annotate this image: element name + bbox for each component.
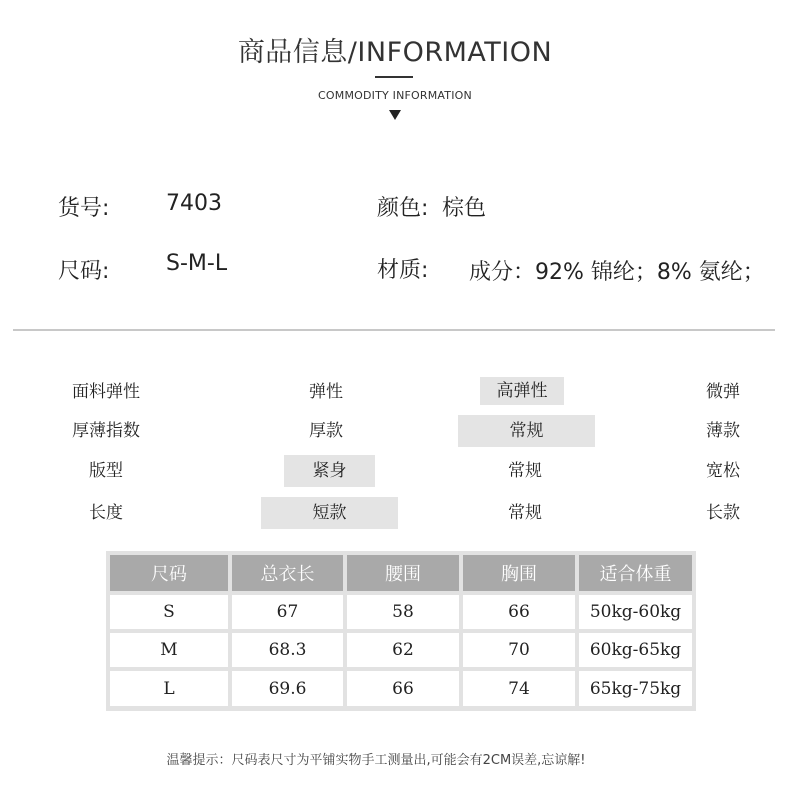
attr-option: 常规 [508,461,542,481]
table-header: 尺码 [110,555,228,591]
table-header: 腰围 [347,555,459,591]
triangle-down-icon [389,110,401,120]
page-subtitle: COMMODITY INFORMATION [318,89,472,102]
attr-option: 宽松 [706,461,740,481]
material-label: 材质: [377,258,429,283]
table-cell: L [110,671,228,706]
footnote: 温馨提示：尺码表尺寸为平铺实物手工测量出,可能会有2CM误差,忘谅解! [166,753,586,768]
table-header: 胸围 [463,555,575,591]
attr-option-selected: 高弹性 [480,377,564,405]
table-cell: 67 [232,595,343,629]
attr-label: 长度 [89,503,123,523]
table-header: 总衣长 [232,555,343,591]
table-cell: 66 [347,671,459,706]
color-value: 棕色 [442,196,487,221]
attr-option: 厚款 [309,421,343,441]
attr-label: 版型 [89,461,123,481]
attr-label: 面料弹性 [72,382,140,402]
attr-option-selected: 常规 [458,415,595,447]
table-cell: 58 [347,595,459,629]
item-no-value: 7403 [166,191,222,216]
attr-option: 常规 [508,503,542,523]
table-cell: S [110,595,228,629]
material-value: 成分：92% 锦纶；8% 氨纶； [469,260,765,285]
table-cell: 68.3 [232,633,343,667]
size-value: S-M-L [166,251,228,276]
attr-option: 微弹 [706,382,740,402]
table-cell: 69.6 [232,671,343,706]
attr-option-selected: 紧身 [284,455,375,487]
size-label: 尺码: [58,259,110,284]
table-cell: M [110,633,228,667]
page-title: 商品信息/INFORMATION [237,37,553,68]
attr-option: 长款 [706,503,740,523]
color-label: 颜色: [377,196,429,221]
item-no-label: 货号: [58,196,110,221]
table-header: 适合体重 [579,555,692,591]
title-underline [375,76,413,78]
table-cell: 66 [463,595,575,629]
table-cell: 62 [347,633,459,667]
table-cell: 74 [463,671,575,706]
table-cell: 70 [463,633,575,667]
attr-option-selected: 短款 [261,497,398,529]
attr-option: 弹性 [309,382,343,402]
section-divider [13,329,775,331]
attr-label: 厚薄指数 [72,421,140,441]
table-cell: 60kg-65kg [579,633,692,667]
attr-option: 薄款 [706,421,740,441]
table-cell: 65kg-75kg [579,671,692,706]
table-cell: 50kg-60kg [579,595,692,629]
size-table [106,551,696,711]
